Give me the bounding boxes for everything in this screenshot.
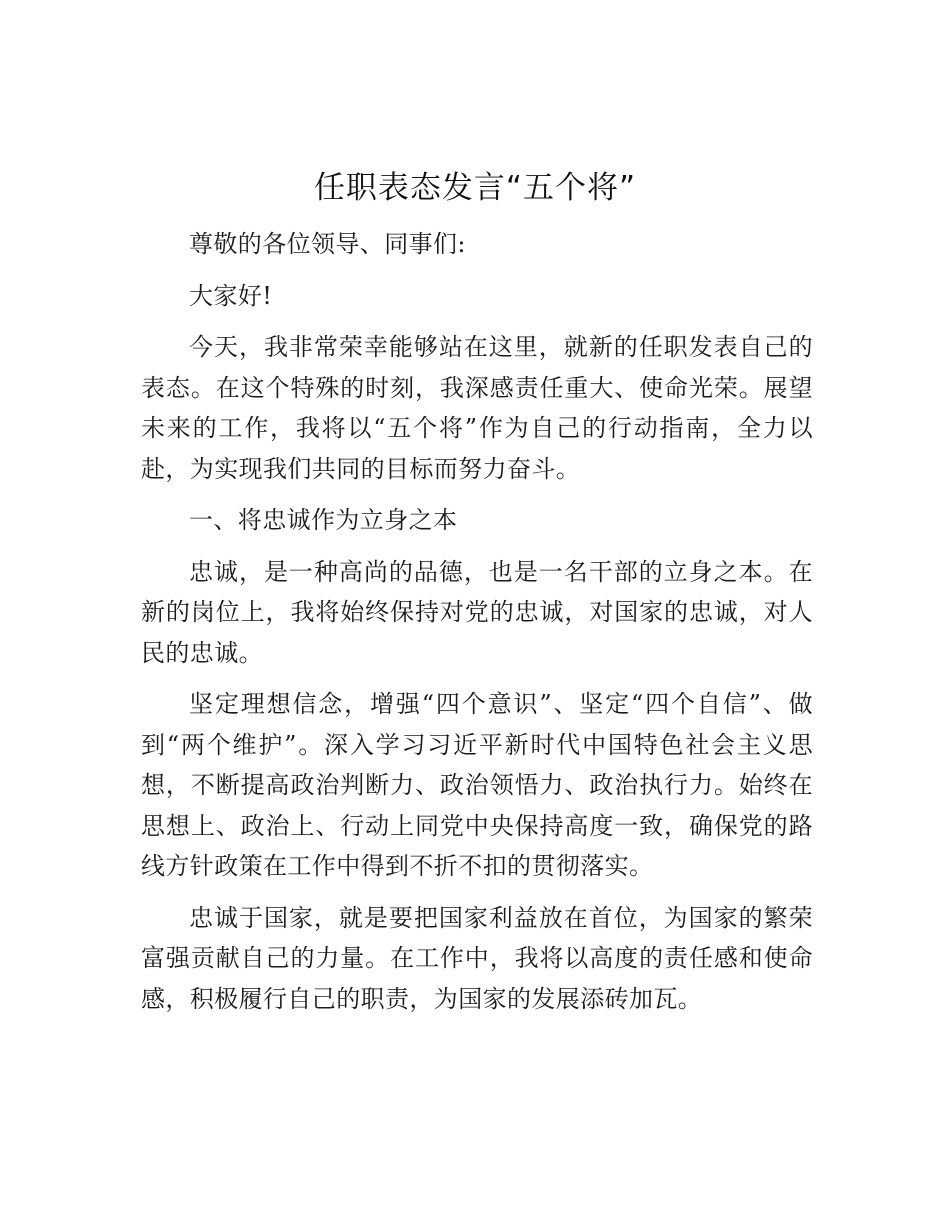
greeting: 大家好! [189,281,273,310]
body-paragraph: 坚定理想信念，增强“四个意识”、坚定“四个自信”、做到“两个维护”。深入学习习近平新时代中国特色社会主义思想，不断提高政治判断力、政治领悟力、政治执行力。始终在思想上、政治上、行动上同党中央保持高度一致，确保党的路线方针政策在工作中得到不折不扣的贯彻落实。 [141,690,813,880]
salutation: 尊敬的各位领导、同事们: [189,230,466,258]
intro-paragraph: 今天，我非常荣幸能够站在这里，就新的任职发表自己的表态。在这个特殊的时刻，我深感责任重大、使命光荣。展望未来的工作，我将以“五个将”作为自己的行动指南，全力以赴，为实现我们共同的目标而努力奋斗。 [141,333,813,483]
document-body [141,224,813,1030]
section-heading-1: 一、将忠诚作为立身之本 [189,506,458,534]
body-paragraph: 忠诚于国家，就是要把国家利益放在首位，为国家的繁荣富强贡献自己的力量。在工作中，我将以高度的责任感和使命感，积极履行自己的职责，为国家的发展添砖加瓦。 [141,903,813,1013]
document-title: 任职表态发言“五个将” [313,170,637,206]
body-paragraph: 忠诚，是一种高尚的品德，也是一名干部的立身之本。在新的岗位上，我将始终保持对党的忠诚，对国家的忠诚，对人民的忠诚。 [141,557,813,667]
